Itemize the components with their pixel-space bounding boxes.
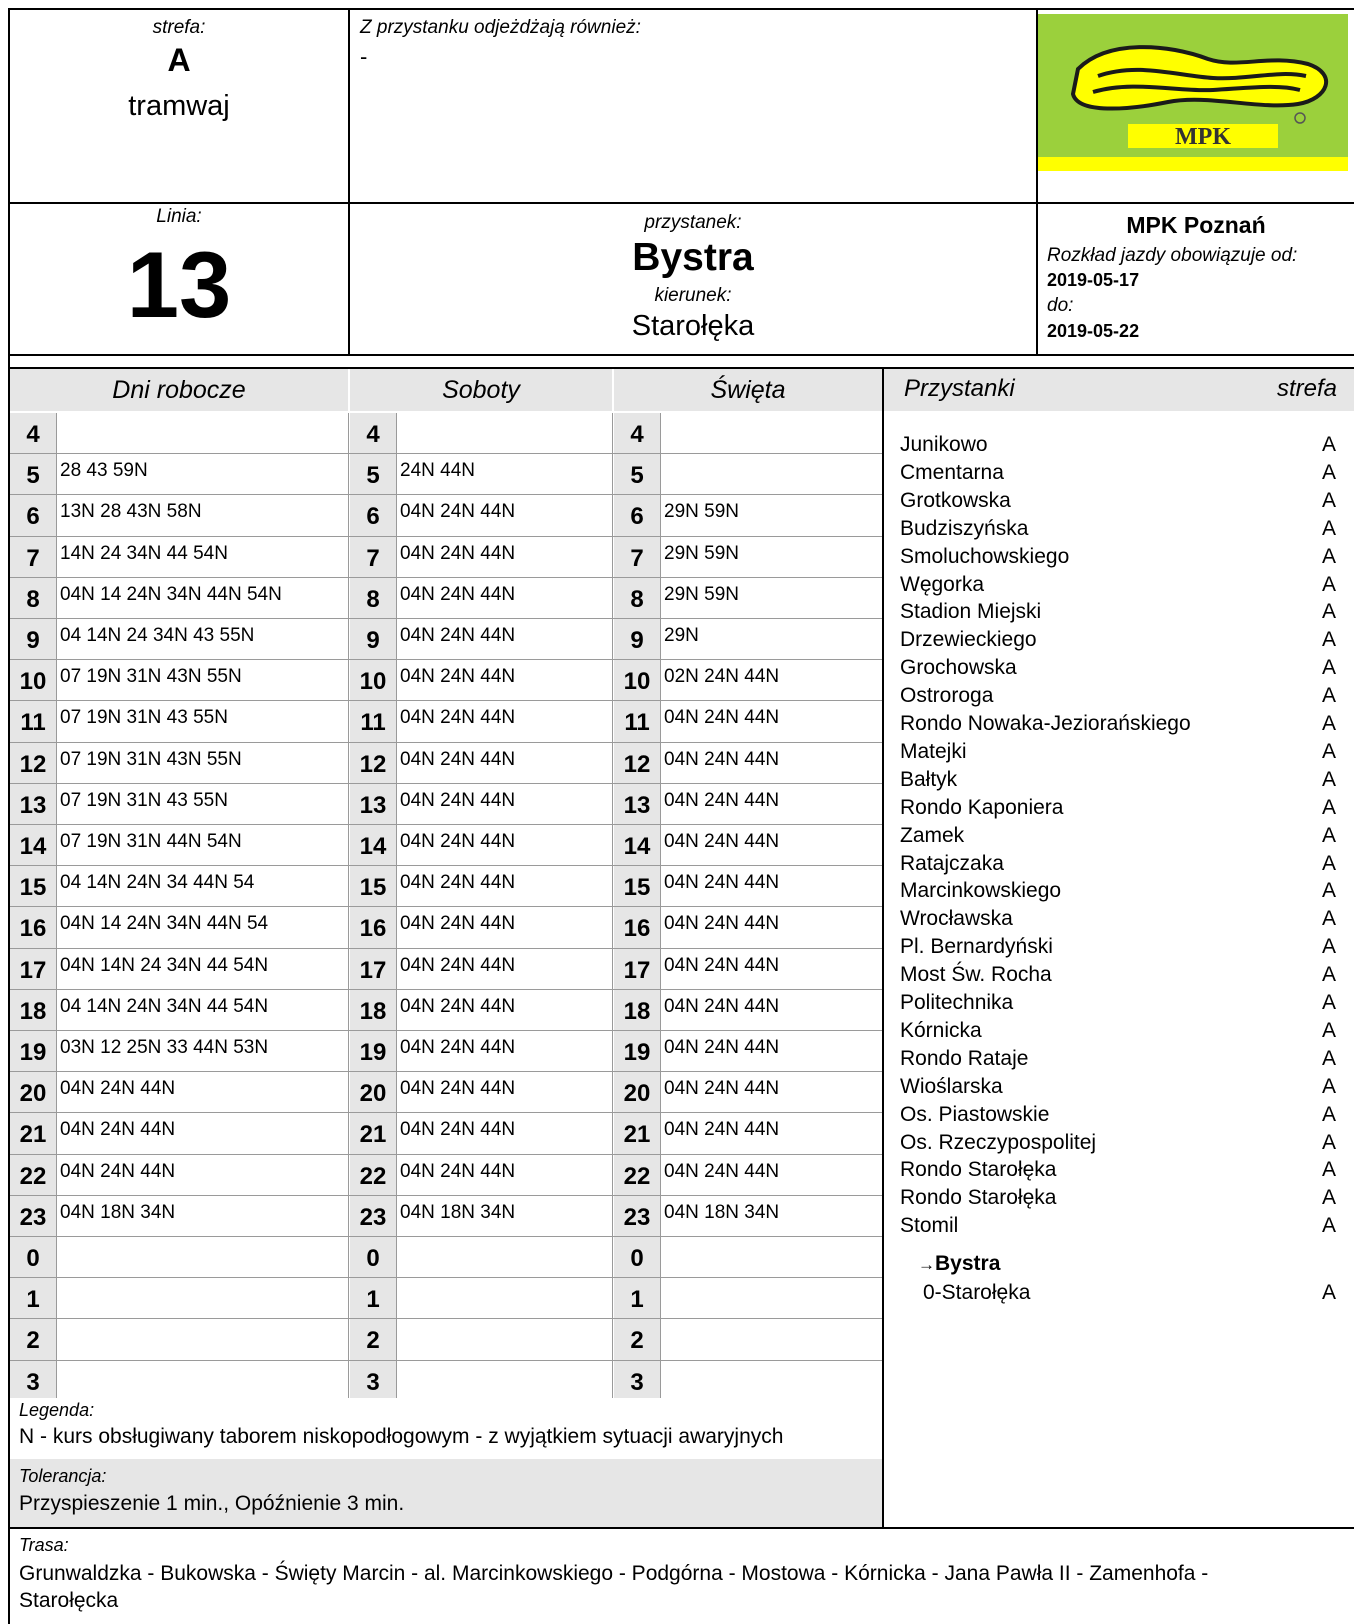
weekday-hour-cell: 12	[10, 743, 56, 783]
holiday-hour-cell: 16	[614, 907, 660, 947]
saturday-hour-cell: 17	[350, 949, 396, 989]
legend-box	[10, 1398, 882, 1457]
stop-zone: A	[1322, 712, 1337, 735]
column-divider-hol-mid	[660, 413, 661, 1402]
weekday-minutes-cell: 04N 14 24N 34N 44N 54	[60, 913, 269, 935]
route-line-2: Starołęcka	[19, 1589, 119, 1612]
current-stop	[918, 1252, 1000, 1276]
saturday-minutes-cell: 04N 24N 44N	[400, 1160, 516, 1182]
stop-zone: A	[1322, 907, 1337, 931]
weekday-minutes-cell: 04N 14N 24 34N 44 54N	[60, 954, 269, 976]
stop-list-item: Pl. Bernardyński	[900, 935, 1053, 959]
stop-zone: A	[1322, 1130, 1337, 1154]
holiday-minutes-cell: 04N 24N 44N	[664, 1037, 780, 1058]
saturday-minutes-cell: 04N 24N 44N	[400, 583, 516, 605]
stop-list-item: Bałtyk	[900, 767, 958, 791]
stop-cell	[350, 204, 1036, 354]
valid-from: 2019-05-17	[1047, 270, 1140, 290]
holiday-minutes-cell	[660, 1237, 882, 1277]
saturday-hour-cell: 10	[350, 660, 396, 700]
weekday-hour-cell: 14	[10, 825, 56, 865]
legend-text: N - kurs obsługiwany taborem niskopodłogowym - z wyjątkiem sytuacji awaryjnych	[19, 1425, 784, 1448]
weekday-minutes-cell: 07 19N 31N 43N 55N	[60, 748, 242, 770]
next-stop-name: 0-Starołęka	[923, 1281, 1031, 1304]
holiday-minutes-cell: 29N 59N	[664, 501, 739, 523]
stop-list-item: Ratajczaka	[900, 851, 1004, 875]
vehicle-type: tramwaj	[128, 90, 230, 122]
border-top	[8, 8, 1354, 10]
weekday-hour-cell: 13	[10, 784, 56, 824]
border-header-mid	[8, 202, 1354, 204]
saturday-hour-cell: 21	[350, 1113, 396, 1153]
stop-list-item: Wioślarska	[900, 1074, 1003, 1098]
holiday-minutes-cell: 04N 24N 44N	[664, 1078, 780, 1100]
saturday-hour-cell: 12	[350, 743, 396, 783]
weekday-hour-cell: 0	[10, 1237, 56, 1277]
saturday-hour-cell: 4	[350, 413, 396, 453]
stop-zone: A	[1322, 963, 1337, 987]
stop-zone: A	[1322, 544, 1337, 568]
stop-zone: A	[1322, 572, 1337, 596]
holiday-minutes-cell: 29N 59N	[664, 542, 739, 564]
also-departs-label: Z przystanku odjeżdżają również:	[360, 17, 641, 38]
column-divider-sat-left	[348, 413, 349, 1402]
stop-list-item: Marcinkowskiego	[900, 879, 1062, 903]
line-cell	[10, 204, 348, 354]
stop-zone: A	[1322, 460, 1337, 484]
also-departs-cell	[350, 10, 1036, 202]
column-divider-sat-mid	[396, 413, 397, 1402]
route-line-1: Grunwaldzka - Bukowska - Święty Marcin - al. Marcinkowskiego - Podgórna - Mostowa - Kórnicka - Jana Pawła II - Zamenhofa -	[19, 1562, 1209, 1585]
stop-list-item: Rondo Starołęka	[900, 1186, 1057, 1210]
direction-label: kierunek:	[654, 285, 732, 306]
stops-zone-header: strefa	[1277, 375, 1338, 402]
stop-list-item: Ostroroga	[900, 684, 994, 708]
holiday-hour-cell: 2	[614, 1319, 660, 1359]
holiday-minutes-cell: 04N 24N 44N	[664, 872, 780, 894]
holiday-hour-cell: 12	[614, 743, 660, 783]
stop-zone: A	[1322, 1158, 1337, 1182]
weekday-hour-cell: 9	[10, 619, 56, 659]
saturday-minutes-cell: 04N 24N 44N	[400, 1078, 516, 1100]
next-stop-zone: A	[1322, 1281, 1337, 1304]
weekday-minutes-cell: 04N 14 24N 34N 44N 54N	[60, 583, 282, 605]
saturday-hour-cell: 6	[350, 495, 396, 535]
tolerance-label: Tolerancja:	[19, 1466, 107, 1486]
mpk-logo-icon	[1038, 14, 1348, 157]
weekday-hour-cell: 19	[10, 1031, 56, 1071]
holiday-hour-cell: 5	[614, 454, 660, 494]
weekday-hour-cell: 20	[10, 1072, 56, 1112]
holiday-hour-cell: 19	[614, 1031, 660, 1071]
saturday-minutes-cell: 04N 24N 44N	[400, 995, 516, 1017]
stop-zone: A	[1322, 823, 1337, 847]
saturday-minutes-cell	[396, 1361, 612, 1401]
stop-list-item: Kórnicka	[900, 1018, 982, 1042]
saturday-hour-cell: 9	[350, 619, 396, 659]
weekday-minutes-cell: 28 43 59N	[60, 460, 148, 482]
border-col-2	[1036, 8, 1038, 354]
holiday-hour-cell: 17	[614, 949, 660, 989]
saturday-hour-cell: 16	[350, 907, 396, 947]
holiday-hour-cell: 7	[614, 537, 660, 577]
stops-header	[884, 369, 1354, 411]
stop-list-item: Rondo Nowaka-Jeziorańskiego	[900, 712, 1191, 735]
saturday-hour-cell: 2	[350, 1319, 396, 1359]
border-left	[8, 8, 10, 1624]
saturday-minutes-cell: 04N 24N 44N	[400, 831, 516, 852]
holiday-hour-cell: 9	[614, 619, 660, 659]
column-header-saturdays: Soboty	[350, 369, 612, 411]
border-header-bottom	[8, 354, 1354, 356]
stop-zone: A	[1322, 1214, 1337, 1238]
stop-zone: A	[1322, 851, 1337, 875]
saturday-hour-cell: 0	[350, 1237, 396, 1277]
saturday-minutes-cell: 04N 24N 44N	[400, 1037, 516, 1058]
valid-to-label: do:	[1047, 295, 1074, 316]
validity-cell	[1038, 204, 1354, 354]
saturday-hour-cell: 1	[350, 1278, 396, 1318]
saturday-minutes-cell: 04N 24N 44N	[400, 789, 516, 811]
column-divider-weekday	[56, 413, 57, 1402]
zone-label: strefa:	[152, 17, 206, 38]
weekday-minutes-cell: 07 19N 31N 43 55N	[60, 789, 228, 811]
mpk-logo	[1038, 14, 1348, 171]
saturday-minutes-cell: 04N 24N 44N	[400, 625, 516, 646]
weekday-hour-cell: 3	[10, 1361, 56, 1401]
weekday-hour-cell: 18	[10, 990, 56, 1030]
weekday-minutes-cell: 04 14N 24N 34 44N 54	[60, 872, 255, 894]
stop-zone: A	[1322, 516, 1337, 540]
stop-zone: A	[1322, 1018, 1337, 1042]
weekday-hour-cell: 17	[10, 949, 56, 989]
weekday-hour-cell: 11	[10, 701, 56, 741]
stop-name: Bystra	[632, 236, 754, 279]
weekday-minutes-cell	[56, 1361, 348, 1401]
saturday-minutes-cell: 24N 44N	[400, 460, 475, 482]
weekday-minutes-cell: 04N 24N 44N	[60, 1160, 176, 1182]
stop-list-item: Wrocławska	[900, 907, 1013, 931]
stop-list-item: Politechnika	[900, 991, 1014, 1014]
weekday-hour-cell: 22	[10, 1155, 56, 1195]
weekday-minutes-cell: 07 19N 31N 44N 54N	[60, 831, 242, 852]
stop-list-item: Junikowo	[900, 433, 988, 456]
valid-from-label: Rozkład jazdy obowiązuje od:	[1047, 245, 1298, 266]
weekday-hour-cell: 6	[10, 495, 56, 535]
stop-list-item: Cmentarna	[900, 460, 1004, 484]
column-header-weekdays: Dni robocze	[10, 369, 348, 411]
saturday-hour-cell: 7	[350, 537, 396, 577]
holiday-minutes-cell	[660, 413, 882, 453]
weekday-minutes-cell: 13N 28 43N 58N	[60, 501, 202, 523]
holiday-hour-cell: 13	[614, 784, 660, 824]
holiday-minutes-cell: 04N 24N 44N	[664, 748, 780, 770]
weekday-minutes-cell: 04 14N 24N 34N 44 54N	[60, 995, 269, 1017]
holiday-minutes-cell	[660, 1319, 882, 1359]
border-route-top	[8, 1527, 1354, 1529]
weekday-hour-cell: 10	[10, 660, 56, 700]
saturday-minutes-cell	[396, 1319, 612, 1359]
arrow-right-icon: →	[918, 1255, 935, 1274]
stop-list-item: Rondo Starołęka	[900, 1158, 1057, 1182]
holiday-hour-cell: 10	[614, 660, 660, 700]
stop-zone: A	[1322, 795, 1337, 819]
holiday-hour-cell: 21	[614, 1113, 660, 1153]
stop-list-item: Matejki	[900, 739, 967, 763]
route-box	[10, 1529, 1354, 1624]
stop-list-item: Zamek	[900, 823, 965, 847]
saturday-hour-cell: 3	[350, 1361, 396, 1401]
holiday-hour-cell: 0	[614, 1237, 660, 1277]
stop-zone: A	[1322, 879, 1337, 903]
line-number: 13	[126, 232, 232, 337]
holiday-minutes-cell: 04N 24N 44N	[664, 1119, 780, 1141]
line-label: Linia:	[156, 206, 202, 227]
holiday-minutes-cell	[660, 1278, 882, 1318]
stop-zone: A	[1322, 628, 1337, 652]
stop-zone: A	[1322, 991, 1337, 1014]
logo-text: MPK	[1175, 124, 1231, 150]
stop-label: przystanek:	[644, 212, 742, 233]
holiday-hour-cell: 23	[614, 1196, 660, 1236]
holiday-minutes-cell: 04N 24N 44N	[664, 707, 780, 729]
holiday-hour-cell: 6	[614, 495, 660, 535]
saturday-hour-cell: 13	[350, 784, 396, 824]
holiday-hour-cell: 3	[614, 1361, 660, 1401]
weekday-hour-cell: 21	[10, 1113, 56, 1153]
stop-list-item: Os. Rzeczypospolitej	[900, 1130, 1097, 1154]
stop-zone: A	[1322, 1046, 1337, 1070]
operator-name: MPK Poznań	[1126, 212, 1266, 238]
stop-zone: A	[1322, 433, 1337, 456]
holiday-minutes-cell: 02N 24N 44N	[664, 666, 780, 688]
holiday-minutes-cell: 29N	[664, 625, 699, 646]
holiday-hour-cell: 14	[614, 825, 660, 865]
column-header-holidays: Święta	[614, 369, 882, 411]
holiday-minutes-cell: 04N 24N 44N	[664, 954, 780, 976]
saturday-hour-cell: 20	[350, 1072, 396, 1112]
weekday-hour-cell: 4	[10, 413, 56, 453]
weekday-minutes-cell: 03N 12 25N 33 44N 53N	[60, 1037, 269, 1058]
holiday-hour-cell: 8	[614, 578, 660, 618]
holiday-hour-cell: 20	[614, 1072, 660, 1112]
stop-zone: A	[1322, 767, 1337, 791]
saturday-hour-cell: 8	[350, 578, 396, 618]
saturday-minutes-cell: 04N 24N 44N	[400, 954, 516, 976]
weekday-minutes-cell: 07 19N 31N 43 55N	[60, 707, 228, 729]
holiday-minutes-cell: 29N 59N	[664, 583, 739, 605]
weekday-minutes-cell: 04N 24N 44N	[60, 1119, 176, 1141]
route-label: Trasa:	[19, 1535, 69, 1555]
stop-list-item: Most Św. Rocha	[900, 963, 1052, 987]
weekday-hour-cell: 16	[10, 907, 56, 947]
stop-zone: A	[1322, 488, 1337, 512]
holiday-minutes-cell: 04N 18N 34N	[664, 1201, 780, 1223]
weekday-minutes-cell: 04 14N 24 34N 43 55N	[60, 625, 255, 646]
saturday-minutes-cell	[396, 1237, 612, 1277]
zone-cell	[10, 10, 348, 202]
weekday-minutes-cell	[56, 1319, 348, 1359]
saturday-minutes-cell: 04N 24N 44N	[400, 501, 516, 523]
saturday-minutes-cell: 04N 24N 44N	[400, 1119, 516, 1141]
saturday-minutes-cell: 04N 18N 34N	[400, 1201, 516, 1223]
stop-zone: A	[1322, 684, 1337, 708]
valid-to: 2019-05-22	[1047, 321, 1140, 341]
weekday-hour-cell: 1	[10, 1278, 56, 1318]
border-stops-left	[882, 367, 884, 1529]
stop-list-item: Stadion Miejski	[900, 600, 1042, 624]
stop-list-item: Węgorka	[900, 572, 985, 596]
saturday-hour-cell: 5	[350, 454, 396, 494]
saturday-minutes-cell	[396, 413, 612, 453]
stop-zone: A	[1322, 1102, 1337, 1126]
holiday-hour-cell: 4	[614, 413, 660, 453]
stop-list-item: Grotkowska	[900, 488, 1011, 512]
zone-value: A	[167, 42, 191, 78]
stop-zone: A	[1322, 1186, 1337, 1210]
saturday-minutes-cell: 04N 24N 44N	[400, 913, 516, 935]
saturday-hour-cell: 23	[350, 1196, 396, 1236]
weekday-hour-cell: 2	[10, 1319, 56, 1359]
holiday-minutes-cell	[660, 1361, 882, 1401]
weekday-hour-cell: 23	[10, 1196, 56, 1236]
also-departs-value: -	[360, 44, 368, 69]
weekday-hour-cell: 15	[10, 866, 56, 906]
direction-name: Starołęka	[631, 310, 755, 342]
saturday-hour-cell: 14	[350, 825, 396, 865]
saturday-minutes-cell: 04N 24N 44N	[400, 666, 516, 688]
stop-list-item: Rondo Rataje	[900, 1046, 1029, 1070]
tolerance-text: Przyspieszenie 1 min., Opóźnienie 3 min.	[19, 1492, 405, 1515]
holiday-minutes-cell: 04N 24N 44N	[664, 913, 780, 935]
weekday-minutes-cell	[56, 413, 348, 453]
tolerance-box	[10, 1459, 882, 1527]
weekday-minutes-cell: 04N 24N 44N	[60, 1078, 176, 1100]
legend-label: Legenda:	[19, 1400, 95, 1420]
weekday-minutes-cell	[56, 1237, 348, 1277]
stop-list-item: Grochowska	[900, 656, 1017, 680]
saturday-hour-cell: 11	[350, 701, 396, 741]
saturday-minutes-cell	[396, 1278, 612, 1318]
holiday-hour-cell: 1	[614, 1278, 660, 1318]
holiday-minutes-cell: 04N 24N 44N	[664, 789, 780, 811]
holiday-hour-cell: 11	[614, 701, 660, 741]
weekday-hour-cell: 7	[10, 537, 56, 577]
saturday-hour-cell: 15	[350, 866, 396, 906]
holiday-minutes-cell: 04N 24N 44N	[664, 1160, 780, 1182]
stop-list-item: Os. Piastowskie	[900, 1102, 1050, 1126]
holiday-minutes-cell: 04N 24N 44N	[664, 995, 780, 1017]
saturday-minutes-cell: 04N 24N 44N	[400, 707, 516, 729]
current-stop-name: Bystra	[935, 1252, 1001, 1275]
stop-list-item: Stomil	[900, 1214, 959, 1238]
stop-list-item: Smoluchowskiego	[900, 544, 1070, 568]
holiday-minutes-cell	[660, 454, 882, 494]
saturday-minutes-cell: 04N 24N 44N	[400, 872, 516, 894]
holiday-minutes-cell: 04N 24N 44N	[664, 831, 780, 852]
holiday-hour-cell: 18	[614, 990, 660, 1030]
weekday-hour-cell: 5	[10, 454, 56, 494]
weekday-minutes-cell: 14N 24 34N 44 54N	[60, 542, 228, 564]
weekday-hour-cell: 8	[10, 578, 56, 618]
stop-list-item: Budziszyńska	[900, 516, 1029, 540]
stop-list-item: Rondo Kaponiera	[900, 795, 1064, 819]
saturday-hour-cell: 22	[350, 1155, 396, 1195]
holiday-hour-cell: 22	[614, 1155, 660, 1195]
column-divider-hol-left	[612, 413, 613, 1402]
saturday-hour-cell: 18	[350, 990, 396, 1030]
stop-zone: A	[1322, 600, 1337, 624]
border-col-1	[348, 8, 350, 354]
saturday-hour-cell: 19	[350, 1031, 396, 1071]
stop-zone: A	[1322, 739, 1337, 763]
saturday-minutes-cell: 04N 24N 44N	[400, 748, 516, 770]
stops-header-label: Przystanki	[904, 375, 1015, 402]
weekday-minutes-cell: 07 19N 31N 43N 55N	[60, 666, 242, 688]
saturday-minutes-cell: 04N 24N 44N	[400, 542, 516, 564]
stop-zone: A	[1322, 656, 1337, 680]
stop-zone: A	[1322, 1074, 1337, 1098]
border-timetable-top	[8, 367, 1354, 369]
weekday-minutes-cell	[56, 1278, 348, 1318]
stop-zone: A	[1322, 935, 1337, 959]
weekday-minutes-cell: 04N 18N 34N	[60, 1201, 176, 1223]
holiday-hour-cell: 15	[614, 866, 660, 906]
stop-list-item: Drzewieckiego	[900, 628, 1037, 652]
